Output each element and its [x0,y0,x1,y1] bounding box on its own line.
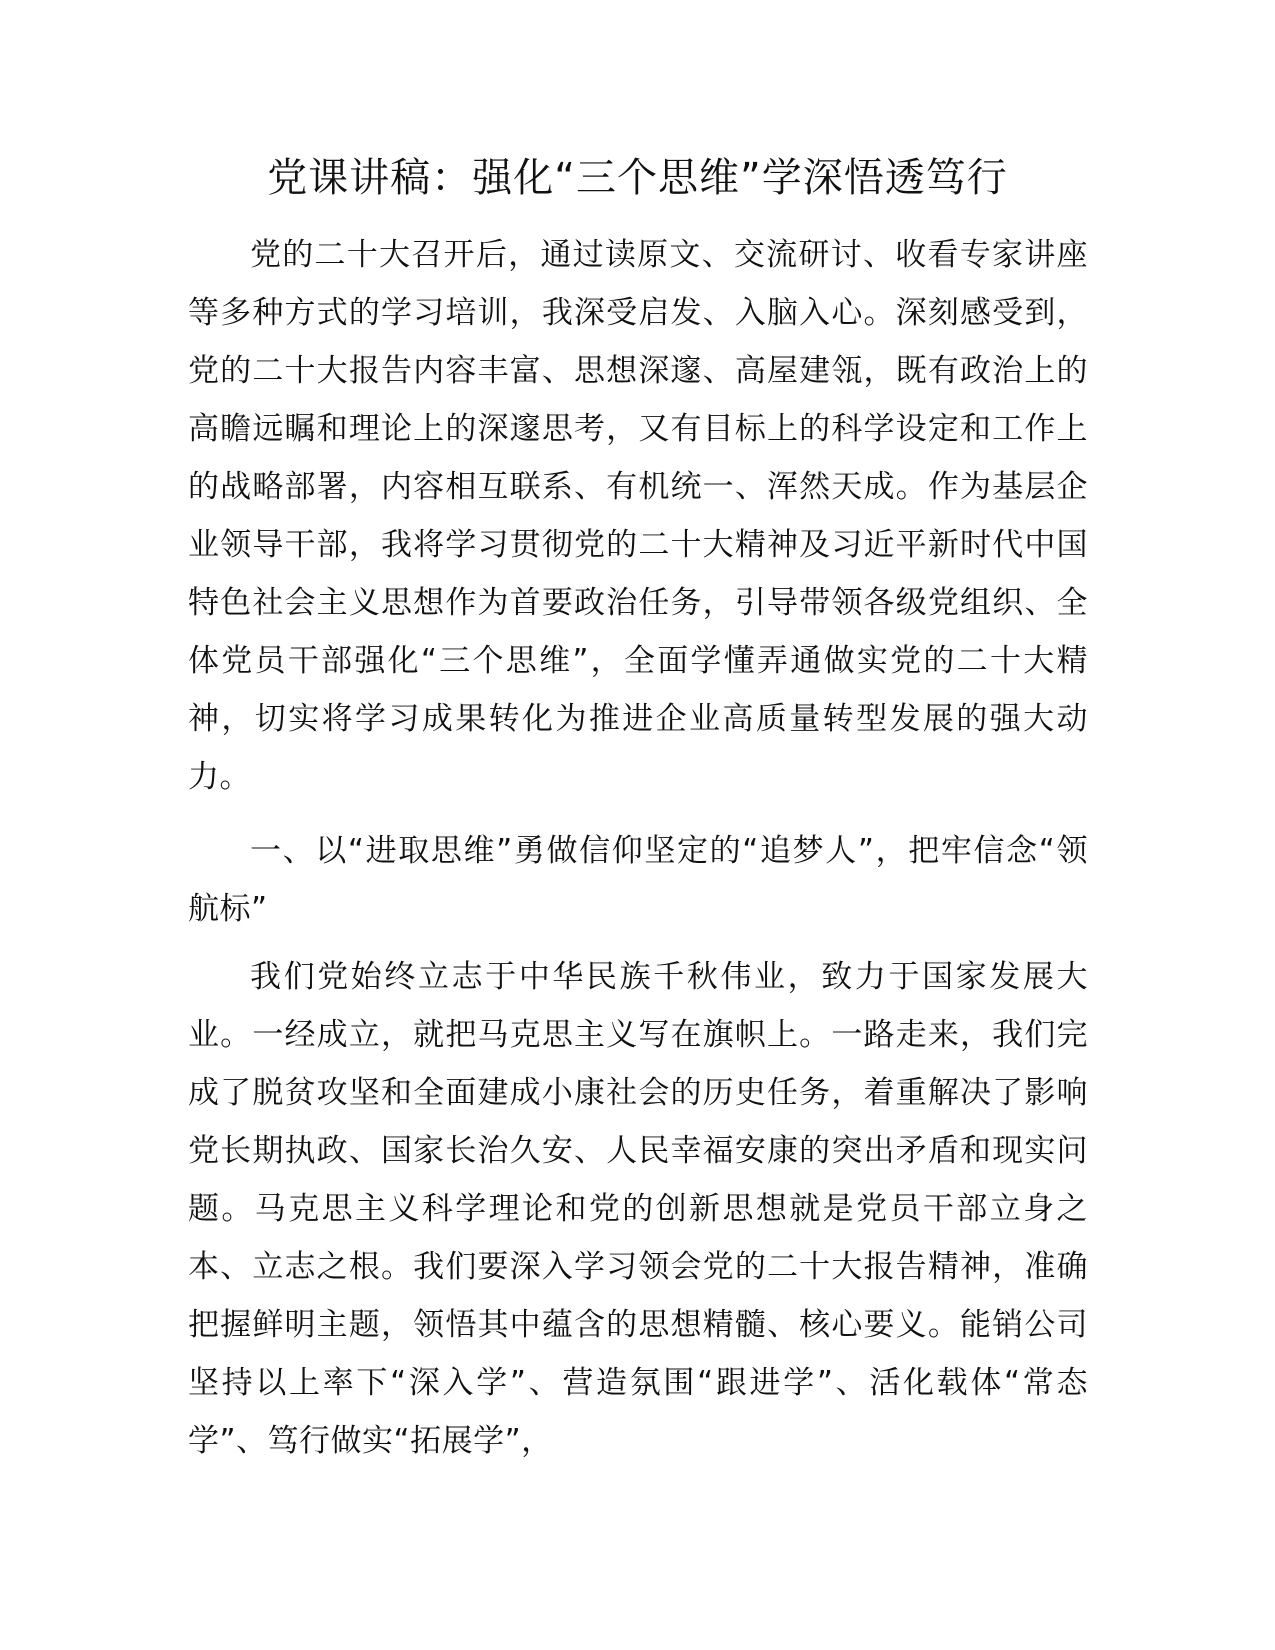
paragraph-section-1: 我们党始终立志于中华民族千秋伟业，致力于国家发展大业。一经成立，就把马克思主义写在旗帜上。一路走来，我们完成了脱贫攻坚和全面建成小康社会的历史任务，着重解决了影响党长期执政、国家长治久安、人民幸福安康的突出矛盾和现实问题。马克思主义科学理论和党的创新思想就是党员干部立身之本、立志之根。我们要深入学习领会党的二十大报告精神，准确把握鲜明主题，领悟其中蕴含的思想精髓、核心要义。能销公司坚持以上率下“深入学”、营造氛围“跟进学”、活化载体“常态学”、笃行做实“拓展学”， [188,959,1088,1459]
paragraph-intro: 党的二十大召开后，通过读原文、交流研讨、收看专家讲座等多种方式的学习培训，我深受启发、入脑入心。深刻感受到，党的二十大报告内容丰富、思想深邃、高屋建瓴，既有政治上的高瞻远瞩和理论上的深邃思考，又有目标上的科学设定和工作上的战略部署，内容相互联系、有机统一、浑然天成。作为基层企业领导干部，我将学习贯彻党的二十大精神及习近平新时代中国特色社会主义思想作为首要政治任务，引导带领各级党组织、全体党员干部强化“三个思维”，全面学懂弄通做实党的二十大精神，切实将学习成果转化为推进企业高质量转型发展的强大动力。 [188,237,1088,795]
document-title: 党课讲稿：强化“三个思维”学深悟透笃行 [267,155,1008,201]
section-heading-1: 一、以“进取思维”勇做信仰坚定的“追梦人”，把牢信念“领航标” [188,833,1088,927]
